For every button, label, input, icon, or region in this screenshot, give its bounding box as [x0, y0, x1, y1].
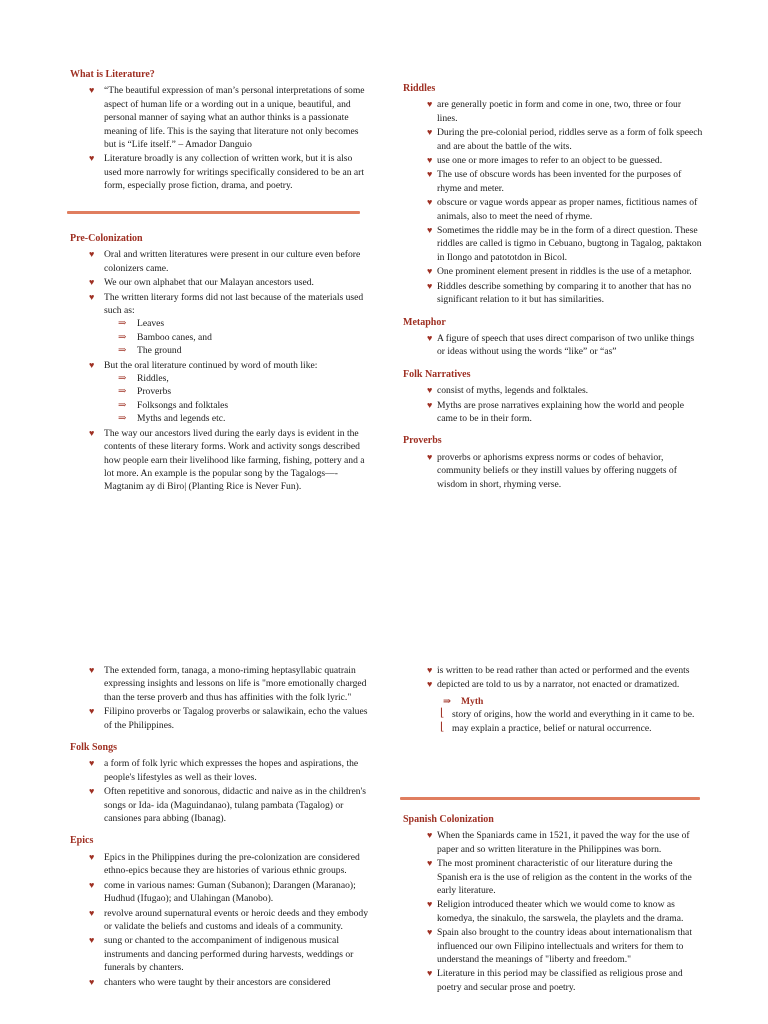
list-item: ♥ come in various names: Guman (Subanon); Darangen (Maranao); Hudhud (Ifugao); and Ulahingan (Manobo). — [70, 879, 370, 906]
sub-item: ⇒ Folksongs and folktales — [104, 399, 370, 412]
list-item: ♥ One prominent element present in riddles is the use of a metaphor. — [403, 265, 703, 278]
pre-colonization-section — [70, 232, 370, 497]
list-item — [70, 291, 370, 358]
myth-subheading: ⇒ Myth — [403, 695, 703, 708]
list-item: ♥ Religion introduced theater which we would come to know as komedya, the sinakulo, the sarswela, the playlets and the drama. — [403, 898, 703, 925]
what-is-literature-heading: What is Literature? — [70, 69, 155, 80]
list-item: ♥ The use of obscure words has been invented for the purposes of rhyme and meter. — [403, 168, 703, 195]
list-item: ♥ When the Spaniards came in 1521, it paved the way for the use of paper and so written literature in the Philippines was born. — [403, 829, 703, 856]
list-item: ♥ is written to be read rather than acted or performed and the events — [403, 664, 703, 677]
proverbs-continued-list — [70, 664, 370, 732]
list-item: ⌊ may explain a practice, belief or natural occurrence. — [403, 722, 703, 735]
list-item: ♥ are generally poetic in form and come in one, two, three or four lines. — [403, 98, 703, 125]
list-item: ♥ The most prominent characteristic of our literature during the Spanish era is the use of religion as the content in the works of the early literature. — [403, 857, 703, 897]
divider — [67, 211, 360, 214]
list-item: ♥ Filipino proverbs or Tagalog proverbs or salawikain, echo the values of the Philippines. — [70, 705, 370, 732]
proverbs-list — [403, 451, 703, 491]
spanish-colonization-list — [403, 829, 703, 994]
pre-colonization-list — [70, 248, 370, 493]
list-item: ♥ sung or chanted to the accompaniment of indigenous musical instruments and dancing performed during harvests, weddings or funerals by chanters. — [70, 934, 370, 974]
list-item: ♥ Epics in the Philippines during the pre-colonization are considered ethno-epics because they are histories of various ethnic groups. — [70, 851, 370, 878]
what-is-literature-list — [70, 84, 370, 192]
list-item: ♥ The way our ancestors lived during the early days is evident in the contents of these literary forms. Work and activity songs described how people earn their livelihood like farming, fishing, pottery and a lot more. An example is the popular song by the Tagalogs—-Magtanim ay di Biro| (Planting Rice is Never Fun). — [70, 427, 370, 494]
list-item: ♥ A figure of speech that uses direct comparison of two unlike things or ideas without using the words “like” or “as” — [403, 332, 703, 359]
top-left-column — [70, 68, 370, 196]
list-item: ♥ “The beautiful expression of man’s personal interpretations of some aspect of human life or a wording out in a unique, beautiful, and personal manner of saying what an author thinks is a passionate meaning of life. This is the saying that literature not only becomes but is “Life itself.” – Amador Danguio — [70, 84, 370, 151]
bottom-left-column — [70, 664, 370, 992]
list-item: ♥ depicted are told to us by a narrator, not enacted or dramatized. — [403, 678, 703, 691]
proverbs-heading: Proverbs — [403, 435, 442, 447]
list-item-text: The written literary forms did not last because of the materials used such as: — [104, 291, 364, 317]
epics-heading: Epics — [70, 835, 94, 847]
sub-item: ⇒ Myths and legends etc. — [104, 412, 370, 425]
list-item-text: But the oral literature continued by word of mouth like: — [104, 359, 318, 371]
metaphor-list — [403, 332, 703, 359]
sub-item: ⇒ Bamboo canes, and — [104, 331, 370, 344]
sub-item: ⇒ Proverbs — [104, 385, 370, 398]
materials-list — [104, 317, 370, 357]
folk-narratives-list — [403, 384, 703, 425]
bottom-right-column — [403, 664, 703, 735]
folk-songs-list — [70, 757, 370, 825]
top-right-column — [403, 82, 703, 494]
list-item: ♥ Sometimes the riddle may be in the form of a direct question. These riddles are called is tigmo in Cebuano, bugtong in Tagalog, paktakon in Ilongo and patototdon in Bicol. — [403, 224, 703, 264]
riddles-list — [403, 98, 703, 306]
epics-list — [70, 851, 370, 989]
folktale-continued-list — [403, 664, 703, 692]
list-item: ♥ obscure or vague words appear as proper names, fictitious names of animals, also to meet the need of rhyme. — [403, 196, 703, 223]
list-item: ♥ Myths are prose narratives explaining how the world and people came to be in their form. — [403, 399, 703, 426]
list-item: ♥ During the pre-colonial period, riddles serve as a form of folk speech and are about the battle of the wits. — [403, 126, 703, 153]
list-item: ♥ Riddles describe something by comparing it to another that has no significant relation to it but has similarities. — [403, 280, 703, 307]
list-item: ♥ Literature broadly is any collection of written work, but it is also used more narrowly for writings specifically considered to be an art form, especially prose fiction, drama, and poetry. — [70, 152, 370, 192]
list-item: ♥ revolve around supernatural events or heroic deeds and they embody or validate the beliefs and customs and ideals of a community. — [70, 907, 370, 934]
list-item: ♥ The extended form, tanaga, a mono-riming heptasyllabic quatrain expressing insights and lessons on life is "more emotionally charged than the terse proverb and thus has affinities with the folk lyric." — [70, 664, 370, 704]
divider — [400, 797, 700, 800]
riddles-heading: Riddles — [403, 83, 436, 94]
list-item: ♥ consist of myths, legends and folktales. — [403, 384, 703, 397]
list-item: ♥ Spain also brought to the country ideas about internationalism that influenced our own Filipino intellectuals and writers for them to understand the meanings of "liberty and freedom." — [403, 926, 703, 966]
list-item: ♥ chanters who were taught by their ancestors are considered — [70, 976, 370, 989]
list-item: ♥ Oral and written literatures were present in our culture even before colonizers came. — [70, 248, 370, 275]
list-item: ♥ We our own alphabet that our Malayan ancestors used. — [70, 276, 370, 289]
list-item: ♥ a form of folk lyric which expresses the hopes and aspirations, the people's lifestyles as well as their loves. — [70, 757, 370, 784]
pre-colonization-heading: Pre-Colonization — [70, 233, 143, 244]
list-item: ♥ Literature in this period may be classified as religious prose and poetry and secular prose and poetry. — [403, 967, 703, 994]
metaphor-heading: Metaphor — [403, 316, 446, 328]
list-item: ⌊ story of origins, how the world and everything in it came to be. — [403, 708, 703, 721]
folk-songs-heading: Folk Songs — [70, 742, 117, 754]
sub-item: ⇒ Leaves — [104, 317, 370, 330]
list-item: ♥ Often repetitive and sonorous, didactic and naive as in the children's songs or Ida- ida (Maguindanao), tulang pambata (Tagalog) or cansiones para abbing (Ibanag). — [70, 785, 370, 825]
list-item — [70, 359, 370, 426]
list-item: ♥ use one or more images to refer to an object to be guessed. — [403, 154, 703, 167]
sub-item: ⇒ The ground — [104, 344, 370, 357]
folk-narratives-heading: Folk Narratives — [403, 368, 471, 380]
myth-list — [403, 708, 703, 735]
oral-forms-list — [104, 372, 370, 426]
spanish-colonization-heading: Spanish Colonization — [403, 814, 494, 825]
spanish-colonization-section — [403, 813, 703, 997]
list-item: ♥ proverbs or aphorisms express norms or codes of behavior, community beliefs or they instill values by offering nuggets of wisdom in short, rhyming verse. — [403, 451, 703, 491]
sub-item: ⇒ Riddles, — [104, 372, 370, 385]
